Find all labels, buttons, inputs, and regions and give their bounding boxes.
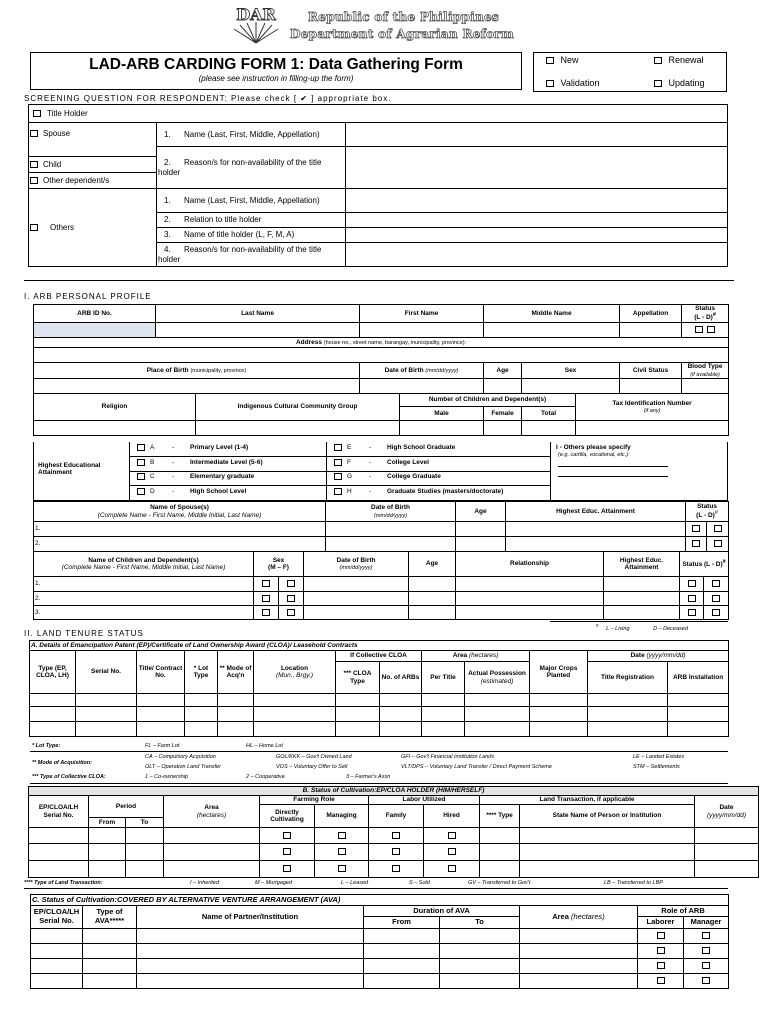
sex-header: Sex	[522, 363, 620, 379]
section-a-title: A. Details of Emancipation Patent (EP)/Certificate of Land Ownership Award (CLOA)/ Leasehold Contracts	[30, 641, 729, 651]
educ-code: D	[150, 487, 155, 495]
child-rel-2[interactable]	[456, 592, 604, 606]
spouse-educ-header: Highest Educ. Attainment	[506, 502, 686, 522]
managing-header: Managing	[315, 805, 369, 828]
o4-num: 4.	[164, 245, 171, 255]
o2-label: Relation to title holder	[184, 215, 262, 225]
spouse-checkbox[interactable]	[30, 130, 38, 137]
dar-logo	[228, 5, 284, 45]
child-m-3[interactable]	[254, 606, 279, 620]
q2-answer[interactable]	[346, 147, 728, 189]
b-row-3[interactable]	[29, 861, 759, 878]
educ-dash: -	[172, 458, 175, 466]
form-subtitle: (please see instruction in filling-up the form)	[198, 74, 354, 83]
divider	[24, 280, 734, 281]
spouse-row-1[interactable]: 1.	[34, 522, 326, 537]
serial-header: Serial No.	[76, 651, 137, 694]
child-row-3[interactable]: 3.	[34, 606, 254, 620]
children-table	[33, 551, 729, 620]
educ-dash: -	[172, 487, 175, 495]
partner-header: Name of Partner/Institution	[137, 906, 364, 929]
type-ava-header: Type of AVA*****	[83, 906, 137, 929]
middle-name-header: Middle Name	[484, 305, 620, 323]
status-l-checkbox[interactable]	[695, 326, 703, 333]
arb-id-header: ARB ID No.	[34, 305, 156, 323]
new-option[interactable]	[546, 55, 579, 65]
b-row-2[interactable]	[29, 844, 759, 861]
other-dependents-label: Other dependent/s	[43, 175, 110, 185]
sex-input[interactable]	[522, 379, 620, 394]
ava-c-table	[30, 894, 729, 989]
educ-option-b[interactable]	[137, 459, 263, 466]
spouse-table	[33, 501, 729, 552]
educ-checkbox-e[interactable]	[334, 444, 342, 451]
renewal-option[interactable]	[654, 55, 704, 65]
children-dob-header: Date of Birth (mm/dd/yyyy)	[304, 552, 409, 577]
last-name-header: Last Name	[156, 305, 360, 323]
profile-section-title: I. ARB PERSONAL PROFILE	[24, 292, 152, 301]
female-header: Female	[484, 407, 522, 421]
educ-dash: -	[369, 487, 372, 495]
c-serial-header: EP/CLOA/LH Serial No.	[31, 906, 83, 929]
educ-code: G	[347, 473, 353, 481]
period-header: Period	[89, 796, 164, 818]
spouse-status-header: Status (L - D)#	[686, 502, 729, 522]
spouse-l-2[interactable]	[686, 537, 707, 552]
section-b-title: B. Status of Cultivation:EP/CLOA HOLDER (HIM/HERSELF)	[29, 787, 759, 796]
child-checkbox[interactable]	[30, 161, 38, 168]
farming-role-header: Farming Role	[260, 796, 369, 805]
o4-answer[interactable]	[346, 243, 728, 267]
others-specify: I - Others please specify	[556, 444, 631, 451]
tenure-section-title: II. LAND TENURE STATUS	[24, 629, 144, 638]
educ-code: B	[150, 458, 155, 466]
validation-checkbox[interactable]	[546, 80, 554, 87]
educ-code: A	[150, 444, 155, 452]
lot-type-legend: * Lot Type: FL – Farm Lot HL – Home Lot ** Mode of Acquisition: CA – Compulsory Acquisition GOL/KKK – Gov't Owned Land GFI – Gov't Financial Institution Lands LE – Landed Estates OLT – Operation Land Transfer VOS – Voluntary Offer to Sell VLT/DPS – Voluntary Land Transfer / Direct Payment Scheme STM – Settlements *** Type of Collective CLOA: 1 – Co-ownership 2 – Cooperative 3 – Farmer's Assn	[30, 740, 728, 784]
status-checkboxes	[682, 323, 729, 338]
per-title-header: Per Title	[422, 662, 465, 694]
deceased-legend: D – Deceased	[653, 625, 688, 632]
others-eg: (e.g. cartilla, vocational, etc.):	[558, 452, 630, 458]
spouse-dob-2[interactable]	[326, 537, 456, 552]
child-educ-2[interactable]	[604, 592, 680, 606]
land-trans-header: Land Transaction, if applicable	[480, 796, 695, 805]
c-to-header: To	[440, 917, 520, 929]
department-label: Department of Agrarian Reform	[290, 27, 515, 41]
educ-checkbox-f[interactable]	[334, 459, 342, 466]
children-sex-header: Sex (M – F)	[254, 552, 304, 577]
others-line-1[interactable]	[558, 466, 668, 467]
child-m-1[interactable]	[254, 577, 279, 592]
state-name-header: State Name of Person or Institution	[520, 805, 695, 828]
arb-id-input[interactable]	[34, 323, 156, 338]
tin-input[interactable]	[576, 421, 729, 436]
child-d-3[interactable]	[704, 606, 729, 620]
actual-header: Actual Possession (estimated)	[465, 662, 530, 694]
duration-header: Duration of AVA	[364, 906, 520, 917]
new-label: New	[560, 55, 579, 65]
status-header: Status (L - D)#	[682, 305, 729, 323]
educ-text: High School Level	[190, 487, 247, 495]
first-name-header: First Name	[360, 305, 484, 323]
num-arbs-header: No. of ARBs	[380, 662, 422, 694]
educ-code: F	[347, 458, 351, 466]
educ-checkbox-g[interactable]	[334, 473, 342, 480]
ep-row-3[interactable]	[30, 722, 729, 737]
educ-checkbox-b[interactable]	[137, 459, 145, 466]
cloa-type-header: *** CLOA Type	[336, 662, 380, 694]
civil-status-header: Civil Status	[620, 363, 682, 379]
date-header: Date (yyyy/mm/dd)	[588, 651, 729, 662]
validation-option[interactable]	[546, 78, 599, 88]
education-block	[33, 442, 728, 501]
educ-option-e[interactable]	[334, 444, 455, 451]
profile-table	[33, 304, 729, 436]
spouse-age-1[interactable]	[456, 522, 506, 537]
ep-row-2[interactable]	[30, 707, 729, 722]
educ-option-d[interactable]	[137, 488, 246, 495]
b-type-header: **** Type	[480, 805, 520, 828]
ep-row-1[interactable]	[30, 694, 729, 707]
total-input[interactable]	[522, 421, 576, 436]
hired-header: Hired	[424, 805, 480, 828]
o4-label: Reason/s for non-availability of the title holder	[158, 245, 322, 264]
educ-text: Primary Level (1-4)	[190, 444, 249, 452]
educ-text: Intermediate Level (5-6)	[190, 458, 263, 466]
child-cell[interactable]	[29, 157, 157, 173]
screening-table	[28, 104, 728, 267]
spouse-educ-2[interactable]	[506, 537, 686, 552]
c-row-2[interactable]	[31, 944, 729, 959]
child-d-2[interactable]	[704, 592, 729, 606]
form-title-box	[30, 52, 522, 90]
first-name-input[interactable]	[360, 323, 484, 338]
location-header: Location (Mun., Brgy.)	[254, 651, 336, 694]
educ-code: H	[347, 487, 352, 495]
validation-label: Validation	[560, 78, 600, 88]
logo-text: DAR	[236, 5, 276, 24]
spouse-row-2[interactable]: 2.	[34, 537, 326, 552]
child-dob-3[interactable]	[304, 606, 409, 620]
spouse-d-1[interactable]	[707, 522, 729, 537]
spouse-name-header: Name of Spouse(s) (Complete Name - First Name, Middle Initial, Last Name)	[34, 502, 326, 522]
q1-answer[interactable]	[346, 123, 728, 147]
others-checkbox[interactable]	[30, 224, 38, 231]
male-header: Male	[400, 407, 484, 421]
child-age-3[interactable]	[409, 606, 456, 620]
religion-header: Religion	[34, 394, 196, 421]
educ-text: Graduate Studies (masters/doctorate)	[387, 487, 504, 495]
relationship-header: Relationship	[456, 552, 604, 577]
child-f-2[interactable]	[279, 592, 304, 606]
title-holder-checkbox[interactable]	[33, 110, 41, 117]
educ-checkbox-h[interactable]	[334, 488, 342, 495]
land-trans-legend: **** Type of Land Transaction: I – Inherited M – Mortgaged L – Leased S – Sold GV – Transferred to Gov't LB – Transferred to LBP	[24, 879, 728, 889]
o3-label: Name of title holder (L, F, M, A)	[184, 230, 295, 240]
icg-header: Indigenous Cultural Community Group	[196, 394, 400, 421]
others-label: Others	[50, 222, 75, 232]
b-serial-header: EP/CLOA/LH Serial No.	[29, 796, 89, 828]
children-age-header: Age	[409, 552, 456, 577]
educ-option-c[interactable]	[137, 473, 254, 480]
place-of-birth-input[interactable]	[34, 379, 360, 394]
others-cell[interactable]	[29, 189, 157, 267]
educ-text: High School Graduate	[387, 444, 456, 452]
children-educ-header: Highest Educ. Attainment	[604, 552, 680, 577]
from-header: From	[89, 818, 126, 828]
dob-header: Date of Birth (mm/dd/yyyy)	[360, 363, 484, 379]
spouse-dob-header: Date of Birth (mm/dd/yyyy)	[326, 502, 456, 522]
educ-checkbox-d[interactable]	[137, 488, 145, 495]
child-rel-1[interactable]	[456, 577, 604, 592]
blood-type-input[interactable]	[682, 379, 729, 394]
child-l-2[interactable]	[680, 592, 704, 606]
address-header: Address (house no., street name, barangay, municipality, province):	[34, 338, 729, 348]
educ-option-g[interactable]	[334, 473, 441, 480]
age-input[interactable]	[484, 379, 522, 394]
spouse-age-header: Age	[456, 502, 506, 522]
cultivation-b-table	[28, 786, 759, 878]
to-header: To	[126, 818, 164, 828]
spouse-l-1[interactable]	[686, 522, 707, 537]
civil-status-input[interactable]	[620, 379, 682, 394]
educ-checkbox-c[interactable]	[137, 473, 145, 480]
title-holder-label: Title Holder	[47, 108, 88, 118]
title-reg-header: Title Registration	[588, 662, 668, 694]
status-legend: # L – Living D – Deceased	[550, 621, 728, 632]
form-title: LAD-ARB CARDING FORM 1: Data Gathering Form	[89, 56, 463, 73]
child-age-1[interactable]	[409, 577, 456, 592]
o2-num: 2.	[164, 215, 171, 225]
form-type-box	[533, 52, 727, 92]
updating-option[interactable]	[654, 78, 705, 88]
spouse-educ-1[interactable]	[506, 522, 686, 537]
spouse-d-2[interactable]	[707, 537, 729, 552]
area-header: Area (hectares)	[422, 651, 530, 662]
section-c-title: C. Status of Cultivation:COVERED BY ALTERNATIVE VENTURE ARRANGEMENT (AVA)	[31, 895, 729, 906]
if-collective-header: If Collective CLOA	[336, 651, 422, 662]
spouse-age-2[interactable]	[456, 537, 506, 552]
appellation-input[interactable]	[620, 323, 682, 338]
updating-label: Updating	[668, 78, 705, 88]
q2-label: Reason/s for non-availability of the title holder	[158, 158, 322, 177]
q1-label: Name (Last, First, Middle, Appellation)	[184, 129, 320, 139]
educ-checkbox-a[interactable]	[137, 444, 145, 451]
icg-input[interactable]	[196, 421, 400, 436]
child-row-2[interactable]: 2.	[34, 592, 254, 606]
title-contract-header: Title/ Contract No.	[137, 651, 185, 694]
title-holder-row[interactable]	[29, 105, 728, 123]
total-header: Total	[522, 407, 576, 421]
c-row-3[interactable]	[31, 959, 729, 974]
educ-dash: -	[369, 458, 372, 466]
laborer-header: Laborer	[638, 917, 684, 929]
appellation-header: Appellation	[620, 305, 682, 323]
b-date-header: Date (yyyy/mm/dd)	[695, 796, 759, 828]
child-rel-3[interactable]	[456, 606, 604, 620]
status-d-checkbox[interactable]	[707, 326, 715, 333]
children-name-header: Name of Children and Dependent(s) (Complete Name - First Name, Middle Initial, Last Name)	[34, 552, 254, 577]
num-children-header: Number of Children and Dependent(s)	[400, 394, 576, 407]
middle-name-input[interactable]	[484, 323, 620, 338]
child-f-1[interactable]	[279, 577, 304, 592]
child-label: Child	[43, 159, 62, 169]
address-input[interactable]	[34, 348, 729, 363]
q1-num: 1.	[164, 129, 171, 139]
educ-option-f[interactable]	[334, 459, 429, 466]
b-area-header: Area (hectares)	[164, 796, 260, 828]
ep-cloa-table	[29, 640, 729, 737]
other-dependents-cell[interactable]	[29, 173, 157, 189]
child-d-1[interactable]	[704, 577, 729, 592]
living-legend: L – Living	[606, 625, 630, 632]
type-header: Type (EP, CLOA, LH)	[30, 651, 76, 694]
c-row-4[interactable]	[31, 974, 729, 989]
religion-input[interactable]	[34, 421, 196, 436]
new-checkbox[interactable]	[546, 57, 554, 64]
o1-answer[interactable]	[346, 189, 728, 213]
child-l-3[interactable]	[680, 606, 704, 620]
q2-num: 2.	[164, 158, 171, 168]
o3-answer[interactable]	[346, 228, 728, 243]
child-dob-1[interactable]	[304, 577, 409, 592]
c-from-header: From	[364, 917, 440, 929]
family-header: Family	[369, 805, 424, 828]
renewal-label: Renewal	[668, 55, 704, 65]
children-status-header: Status (L - D)#	[680, 552, 729, 577]
tin-header: Tax Identification Number (if any)	[576, 394, 729, 421]
educ-text: Elementary graduate	[190, 473, 255, 481]
lot-type-header: * Lot Type	[185, 651, 218, 694]
place-of-birth-header: Place of Birth (municipality, province)	[34, 363, 360, 379]
spouse-cell[interactable]	[29, 123, 157, 157]
child-educ-1[interactable]	[604, 577, 680, 592]
renewal-checkbox[interactable]	[654, 57, 662, 64]
b-row-1[interactable]	[29, 828, 759, 844]
o1-label: Name (Last, First, Middle, Appellation)	[184, 195, 320, 205]
child-educ-3[interactable]	[604, 606, 680, 620]
male-input[interactable]	[400, 421, 484, 436]
manager-header: Manager	[684, 917, 729, 929]
dob-input[interactable]	[360, 379, 484, 394]
mode-header: ** Mode of Acq'n	[218, 651, 254, 694]
female-input[interactable]	[484, 421, 522, 436]
screening-question: SCREENING QUESTION FOR RESPONDENT: Please check [ ✔ ] appropriate box.	[24, 94, 392, 103]
major-crops-header: Major Crops Planted	[530, 651, 588, 694]
updating-checkbox[interactable]	[654, 80, 662, 87]
spouse-dob-1[interactable]	[326, 522, 456, 537]
educ-code: E	[347, 444, 352, 452]
educ-text: College Graduate	[387, 473, 441, 481]
directly-header: Directly Cultivating	[260, 805, 315, 828]
other-dependents-checkbox[interactable]	[30, 177, 38, 184]
c-row-1[interactable]	[31, 929, 729, 944]
educ-dash: -	[369, 473, 372, 481]
arb-install-header: ARB Installation	[668, 662, 729, 694]
blood-type-header: Blood Type (if available)	[682, 363, 729, 379]
educ-dash: -	[172, 473, 175, 481]
child-dob-2[interactable]	[304, 592, 409, 606]
educ-option-a[interactable]	[137, 444, 248, 451]
o3-num: 3.	[164, 230, 171, 240]
educ-dash: -	[369, 444, 372, 452]
child-row-1[interactable]: 1.	[34, 577, 254, 592]
educ-code: C	[150, 473, 155, 481]
o2-answer[interactable]	[346, 213, 728, 228]
role-arb-header: Role of ARB	[638, 906, 729, 917]
child-f-3[interactable]	[279, 606, 304, 620]
others-line-2[interactable]	[558, 476, 668, 477]
educ-dash: -	[172, 444, 175, 452]
child-age-2[interactable]	[409, 592, 456, 606]
age-header: Age	[484, 363, 522, 379]
c-area-header: Area (hectares)	[520, 906, 638, 929]
o1-num: 1.	[164, 195, 171, 205]
child-m-2[interactable]	[254, 592, 279, 606]
labor-header: Labor Utilized	[369, 796, 480, 805]
educ-option-h[interactable]	[334, 488, 503, 495]
child-l-1[interactable]	[680, 577, 704, 592]
educ-label: Highest Educational Attainment	[38, 462, 101, 476]
spouse-label: Spouse	[43, 129, 71, 138]
last-name-input[interactable]	[156, 323, 360, 338]
republic-label: Republic of the Philippines	[308, 10, 500, 24]
educ-text: College Level	[387, 458, 429, 466]
